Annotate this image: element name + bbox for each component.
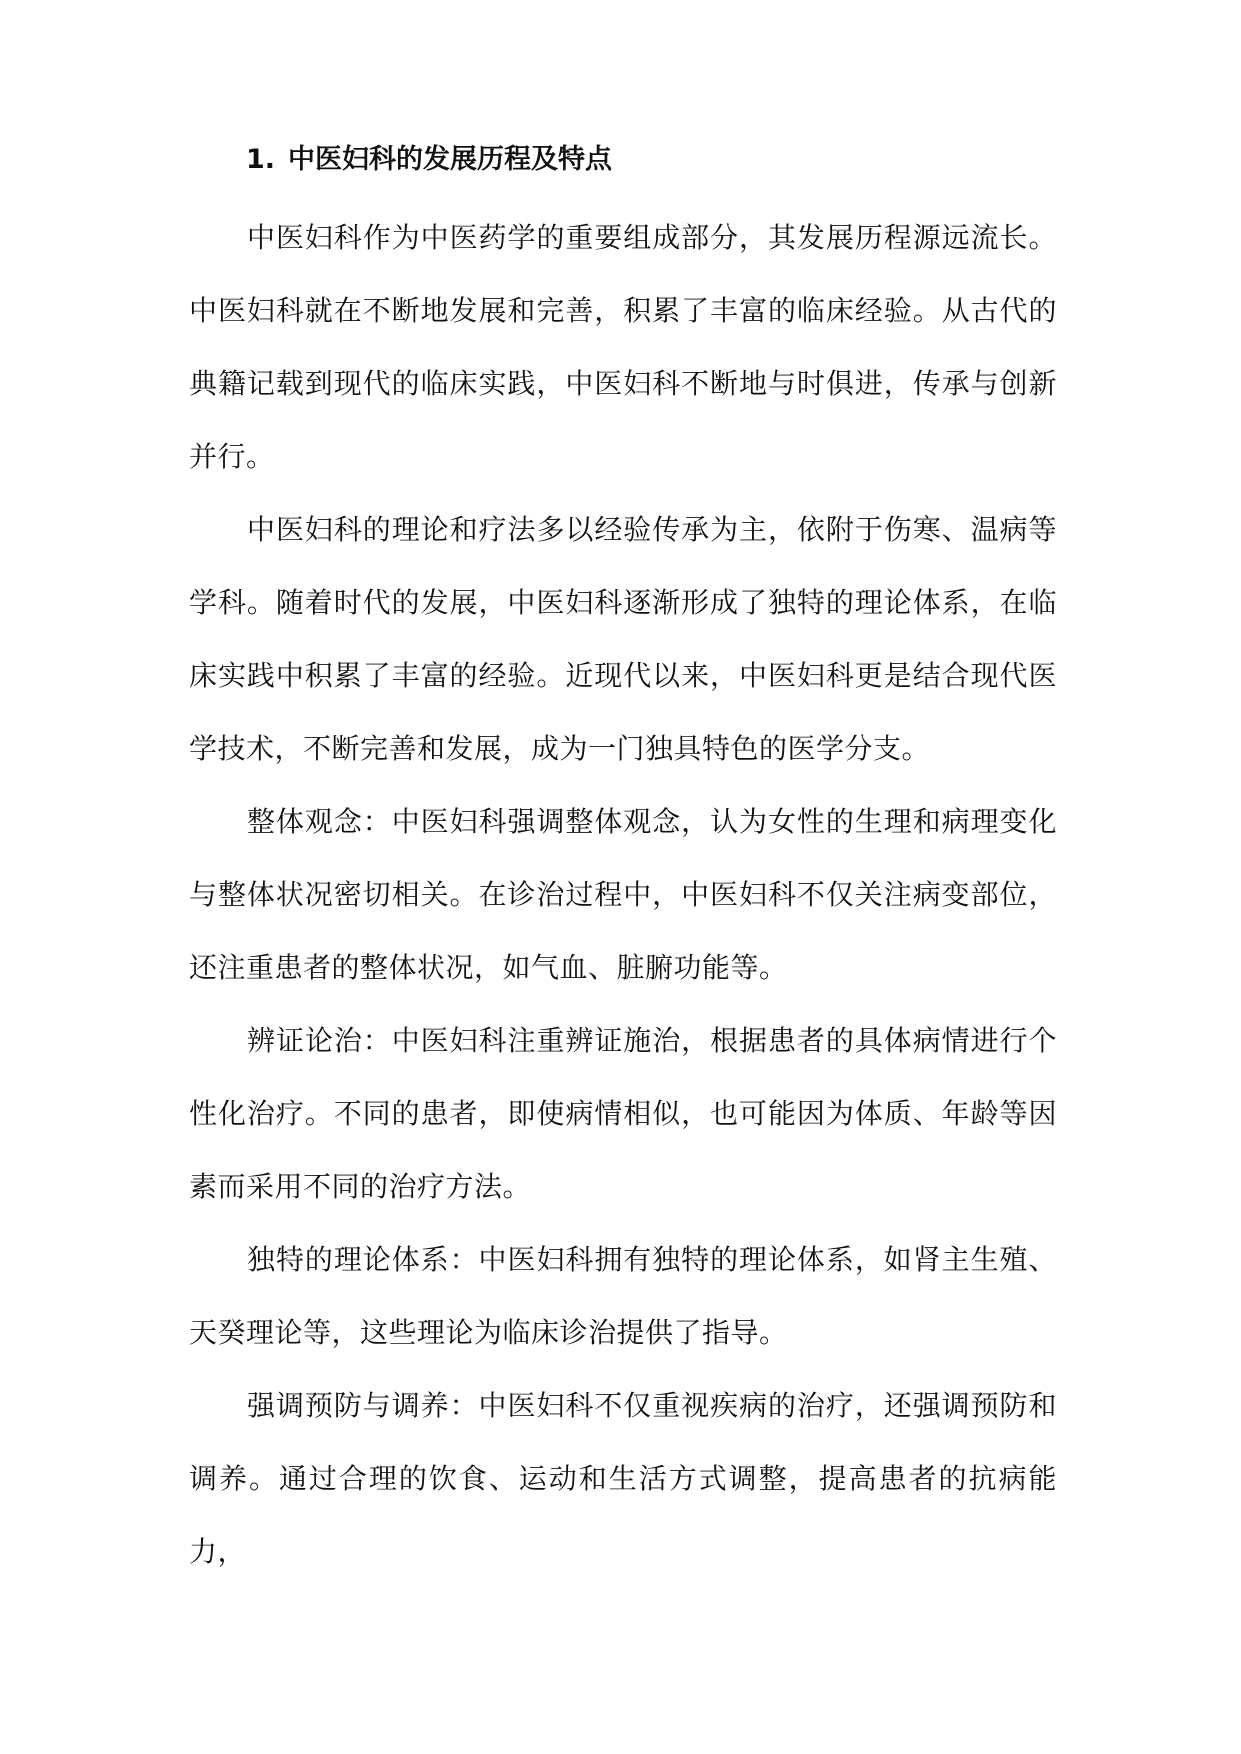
- paragraph-prevention: 强调预防与调养：中医妇科不仅重视疾病的治疗，还强调预防和调养。通过合理的饮食、运动和生活方式调整，提高患者的抗病能力，: [189, 1389, 1057, 1568]
- section-heading: [246, 140, 1057, 180]
- paragraph-holistic-concept: 整体观念：中医妇科强调整体观念，认为女性的生理和病理变化与整体状况密切相关。在诊治过程中，中医妇科不仅关注病变部位，还注重患者的整体状况，如气血、脏腑功能等。: [189, 805, 1057, 984]
- paragraph-history: 中医妇科作为中医药学的重要组成部分，其发展历程源远流长。中医妇科就在不断地发展和完善，积累了丰富的临床经验。从古代的典籍记载到现代的临床实践，中医妇科不断地与时俱进，传承与创新并行。: [189, 221, 1057, 473]
- document-content: [189, 140, 1057, 1588]
- paragraph-theory-development: 中医妇科的理论和疗法多以经验传承为主，依附于伤寒、温病等学科。随着时代的发展，中医妇科逐渐形成了独特的理论体系，在临床实践中积累了丰富的经验。近现代以来，中医妇科更是结合现代医学技术，不断完善和发展，成为一门独具特色的医学分支。: [189, 513, 1057, 765]
- section-title: 中医妇科的发展历程及特点: [288, 144, 612, 175]
- paragraph-unique-theory: 独特的理论体系：中医妇科拥有独特的理论体系，如肾主生殖、天癸理论等，这些理论为临床诊治提供了指导。: [189, 1243, 1057, 1349]
- section-number: 1.: [246, 144, 276, 175]
- paragraph-syndrome-differentiation: 辨证论治：中医妇科注重辨证施治，根据患者的具体病情进行个性化治疗。不同的患者，即使病情相似，也可能因为体质、年龄等因素而采用不同的治疗方法。: [189, 1024, 1057, 1203]
